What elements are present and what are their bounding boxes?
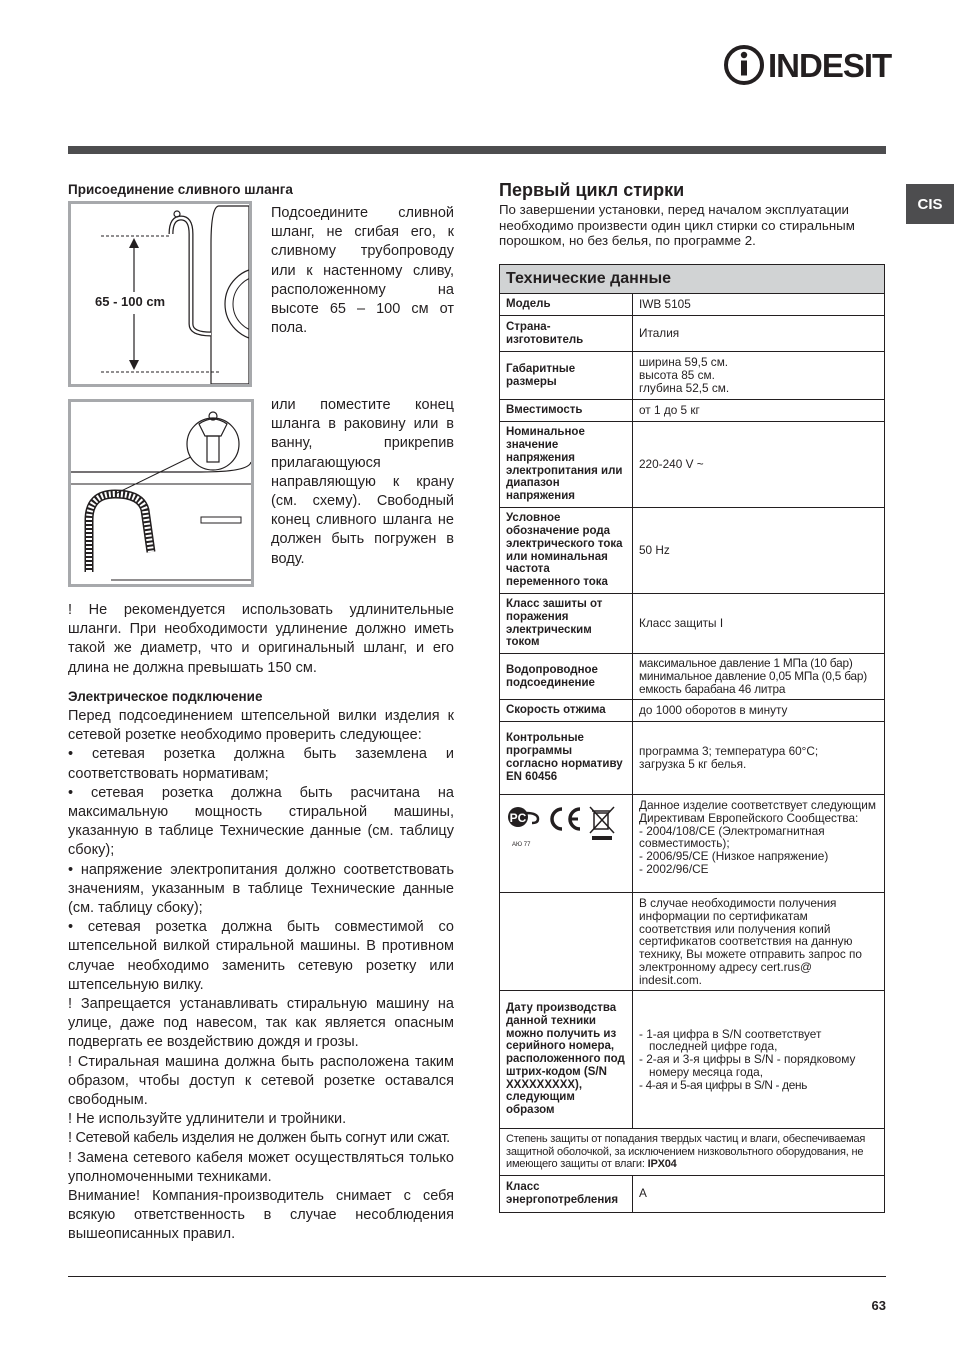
spec-value-line: ширина 59,5 см. xyxy=(639,355,729,370)
table-row xyxy=(500,594,884,654)
protection-text: Степень защиты от попадания твердых частиц и влаги, обеспечиваемая защитной оболочкой, за исключением низковольтного оборудования, не имеющего защиты от влаги: xyxy=(506,1132,866,1171)
svg-text:PC: PC xyxy=(509,811,527,825)
spec-key: Скорость отжима xyxy=(500,700,633,722)
hose-sink-illustration xyxy=(71,402,251,584)
table-row xyxy=(500,654,884,700)
compliance-line: - 2006/95/CE (Низкое напряжение) xyxy=(639,849,829,864)
spec-key: Контрольные программы согласно нормативу EN 60456 xyxy=(500,722,633,795)
extension-note: ! Не рекомендуется использовать удлинительные шланги. При необходимости удлинение должно иметь такой же диаметр, что и оригинальный шланг, и его длина не должна превышать 150 см. xyxy=(68,602,454,676)
spec-key: Водопроводное подсоединение xyxy=(500,654,633,700)
spec-value-line: загрузка 5 кг белья. xyxy=(639,757,747,771)
table-row xyxy=(500,508,884,594)
table-row xyxy=(500,795,884,893)
spec-value-line: глубина 52,5 см. xyxy=(639,380,730,395)
spec-value: IWB 5105 xyxy=(633,294,885,316)
header-rule xyxy=(68,146,886,154)
compliance-line: Данное изделие соответствует следующим Директивам Европейского Сообщества: xyxy=(639,798,876,825)
spec-value xyxy=(633,722,885,795)
compliance-line: - 2002/96/CE xyxy=(639,861,709,876)
table-row xyxy=(500,352,884,400)
spec-table-body xyxy=(500,293,884,1212)
electric-paragraph: • сетевая розетка должна быть расчитана на максимальную мощность стиральной машины, указанную в таблице Технические данные (см. таблицу сбоку); xyxy=(68,784,454,859)
cert-info: В случае необходимости получения информации по сертификатам соответствия или получения копий сертификатов соответствия на данную технику, Вы можете отправить запрос по электронному адресу cert.rus@ indesit.com. xyxy=(633,893,885,991)
spec-key: Условное обозначение рода электрического тока или номинальная частота переменного тока xyxy=(500,508,633,594)
spec-value: A xyxy=(633,1176,885,1212)
electric-paragraph: ! Запрещается устанавливать стиральную машину на улице, даже под навесом, так как является опасным подвергать ее воздействию дождя и грозы. xyxy=(68,996,454,1051)
spec-key: Класс энергопотребления xyxy=(500,1176,633,1212)
spec-table xyxy=(499,264,885,1213)
table-row xyxy=(500,400,884,422)
spec-value: Класс защиты I xyxy=(633,594,885,654)
spec-value-line: - 1-ая цифра в S/N соответствует последней цифре года, xyxy=(639,1026,822,1054)
table-row xyxy=(500,294,884,316)
cert-logos-cell xyxy=(500,795,633,893)
protection-cell xyxy=(500,1129,884,1176)
spec-key: Номинальное значение напряжения электропитания или диапазон напряжения xyxy=(500,422,633,508)
electric-paragraph: ! Сетевой кабель изделия не должен быть согнут или сжат. xyxy=(68,1130,450,1147)
spec-key-empty xyxy=(500,893,633,991)
electric-paragraph: • сетевая розетка должна быть совместимой со штепсельной вилкой стиральной машины. В противном случае необходимо заменить сетевую розетку или штепсельную вилку. xyxy=(68,919,454,993)
spec-key: Вместимость xyxy=(500,400,633,422)
electric-paragraph: Внимание! Компания-производитель снимает с себя всякую ответственность в случае несоблюдения вышеописанных правил. xyxy=(68,1188,454,1243)
table-row xyxy=(500,1176,884,1212)
spec-table-title: Технические данные xyxy=(500,265,884,294)
spec-value xyxy=(633,991,885,1129)
table-row xyxy=(500,722,884,795)
electric-paragraph: • сетевая розетка должна быть заземлена и соответствовать нормативам; xyxy=(68,746,454,782)
spec-value-line: программа 3; температура 60°C; xyxy=(639,744,819,759)
indesit-logo xyxy=(722,40,892,90)
spec-value: до 1000 оборотов в минуту xyxy=(633,700,885,722)
first-cycle-text: По завершении установки, перед началом эксплуатации необходимо произвести один цикл стирки со стиральным порошком, но без белья, по программе 2. xyxy=(499,202,855,248)
electric-paragraph: • напряжение электропитания должно соответствовать значениям, указанным в таблице Технические данные (см. таблицу сбоку); xyxy=(68,861,454,917)
spec-key: Модель xyxy=(500,294,633,316)
spec-value-line: высота 85 см. xyxy=(639,368,715,383)
hose-text-1: Подсоедините сливной шланг, не сгибая его, к сливному трубопроводу или к настенному сливу, расположенному на высоте 65 – 100 см от пола. xyxy=(271,205,454,337)
spec-value-line: - 4-ая и 5-ая цифры в S/N - день xyxy=(639,1077,808,1092)
cert-logo-code: АЮ 77 xyxy=(512,841,531,848)
electric-text xyxy=(68,707,454,1245)
certification-logos xyxy=(506,803,618,843)
table-row xyxy=(500,1129,884,1176)
compliance-line: - 2004/108/CE (Электромагнитная совместимость); xyxy=(639,823,825,851)
table-row xyxy=(500,991,884,1129)
table-row xyxy=(500,700,884,722)
spec-value-line: максимальное давление 1 МПа (10 бар) xyxy=(639,656,853,671)
electric-paragraph: ! Замена сетевого кабеля может осуществляться только уполномоченными техниками. xyxy=(68,1149,454,1185)
spec-value xyxy=(633,654,885,700)
spec-value-line: минимальное давление 0,05 МПа (0,5 бар) xyxy=(639,669,867,684)
spec-value: от 1 до 5 кг xyxy=(633,400,885,422)
page-number: 63 xyxy=(871,1298,886,1313)
brand-name: INDESIT xyxy=(768,47,892,84)
weee-bin-icon xyxy=(590,807,614,840)
electric-paragraph: ! Не используйте удлинители и тройники. xyxy=(68,1111,347,1128)
language-tab: CIS xyxy=(906,184,954,224)
spec-value: Италия xyxy=(633,316,885,352)
spec-key: Страна-изготовитель xyxy=(500,316,633,352)
hose-height-label: 65 - 100 cm xyxy=(95,294,166,309)
compliance-text xyxy=(633,795,885,893)
spec-key: Габаритные размеры xyxy=(500,352,633,400)
electric-paragraph: Перед подсоединением штепсельной вилки изделия к сетевой розетке необходимо проверить следующее: xyxy=(68,708,454,744)
ce-mark-icon xyxy=(552,809,580,829)
hose-heading: Присоединение сливного шланга xyxy=(68,182,293,197)
spec-value-line: - 2-ая и 3-я цифры в S/N - порядковому номеру месяца года, xyxy=(639,1052,856,1079)
spec-key: Дату производства данной техники можно получить из серийного номера, расположенного под штрих-кодом (S/N XXXXXXXXX), следующим образом xyxy=(500,991,633,1129)
first-cycle-heading: Первый цикл стирки xyxy=(499,180,685,200)
spec-value-line: емкость барабана 46 литра xyxy=(639,681,786,696)
footer-rule xyxy=(68,1276,886,1277)
hose-height-figure xyxy=(68,201,252,387)
electric-paragraph: ! Стиральная машина должна быть расположена таким образом, чтобы доступ к сетевой розетке оставался свободным. xyxy=(68,1053,454,1109)
spec-value: 220-240 V ~ xyxy=(633,422,885,508)
spec-value: 50 Hz xyxy=(633,508,885,594)
table-row xyxy=(500,316,884,352)
spec-value xyxy=(633,352,885,400)
spec-key: Класс зашиты от поражения электрическим током xyxy=(500,594,633,654)
electric-heading: Электрическое подключение xyxy=(68,689,263,704)
gost-r-icon xyxy=(508,807,538,827)
hose-sink-figure xyxy=(68,399,254,587)
protection-code: IPX04 xyxy=(647,1158,677,1171)
table-row xyxy=(500,893,884,991)
hose-text-2: или поместите конец шланга в раковину или в ванну, прикрепив прилагающуюся направляющую к крану (см. схему). Свободный конец сливного шланга не должен быть погружен в воду. xyxy=(271,397,454,567)
table-row xyxy=(500,422,884,508)
